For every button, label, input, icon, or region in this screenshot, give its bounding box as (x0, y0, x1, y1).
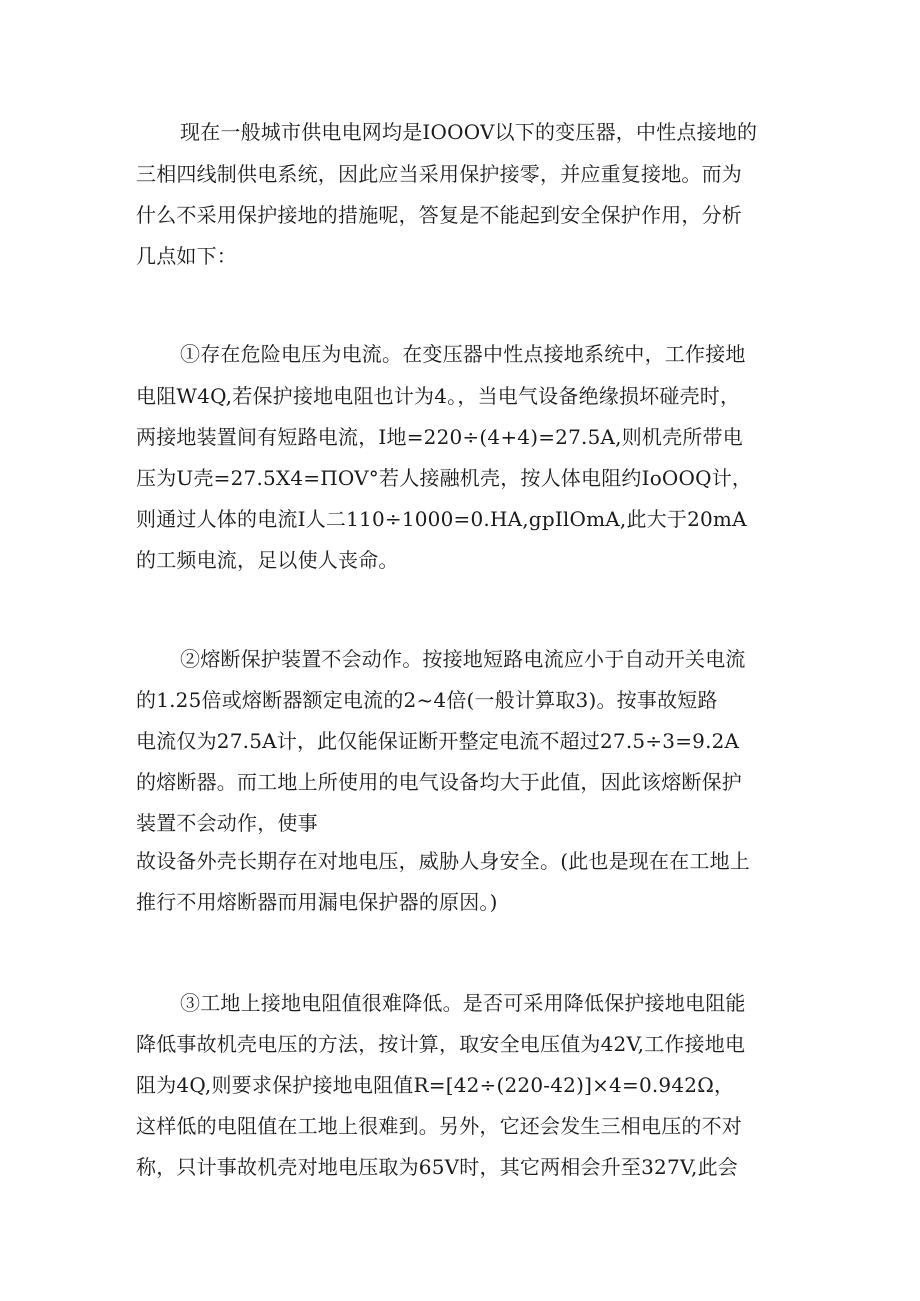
text-line: 压为U壳=27.5X4=ΠOV°若人接融机壳，按人体电阻约IoOOQ计， (136, 466, 753, 490)
text-line: 的工频电流，足以使人丧命。 (136, 548, 399, 572)
text-line: 的1.25倍或熔断器额定电流的2~4倍(一般计算取3)。按事故短路 (136, 688, 718, 712)
text-line: ③工地上接地电阻值很难降低。是否可采用降低保护接地电阻能 (180, 991, 746, 1015)
text-line: 什么不采用保护接地的措施呢，答复是不能起到安全保护作用，分析 (136, 203, 742, 227)
text-line: 现在一般城市供电电网均是IOOOV以下的变压器，中性点接地的 (180, 120, 758, 144)
text-line: ①存在危险电压为电流。在变压器中性点接地系统中，工作接地 (180, 342, 746, 366)
text-line: 的熔断器。而工地上所使用的电气设备均大于此值，因此该熔断保护 (136, 770, 742, 794)
text-line: 两接地装置间有短路电流，I地=220÷(4+4)=27.5A,则机壳所带电 (136, 425, 743, 449)
text-line: 三相四线制供电系统，因此应当采用保护接零，并应重复接地。而为 (136, 162, 742, 186)
text-line: 称，只计事故机壳对地电压取为65V时，其它两相会升至327V,此会 (136, 1155, 738, 1179)
text-line: 故设备外壳长期存在对地电压，威胁人身安全。(此也是现在在工地上 (136, 849, 751, 873)
text-line: 几点如下： (136, 244, 237, 268)
text-line: 推行不用熔断器而用漏电保护器的原因。) (136, 890, 498, 914)
text-line: 电流仅为27.5A计，此仅能保证断开整定电流不超过27.5÷3=9.2A (136, 729, 740, 753)
text-line: 这样低的电阻值在工地上很难到。另外，它还会发生三相电压的不对 (136, 1114, 742, 1138)
text-line: 阻为4Q,则要求保护接地电阻值R=[42÷(220-42)]×4=0.942Ω， (136, 1073, 735, 1097)
text-line: 装置不会动作，使事 (136, 811, 318, 835)
text-line: 降低事故机壳电压的方法，按计算，取安全电压值为42V,工作接地电 (136, 1032, 746, 1056)
text-line: 电阻W4Q,若保护接地电阻也计为4。，当电气设备绝缘损坏碰壳时， (136, 384, 741, 408)
text-line: 则通过人体的电流I人二110÷1000=0.HA,gpIlOmA,此大于20mA (136, 507, 747, 531)
text-line: ②熔断保护装置不会动作。按接地短路电流应小于自动开关电流 (180, 647, 746, 671)
